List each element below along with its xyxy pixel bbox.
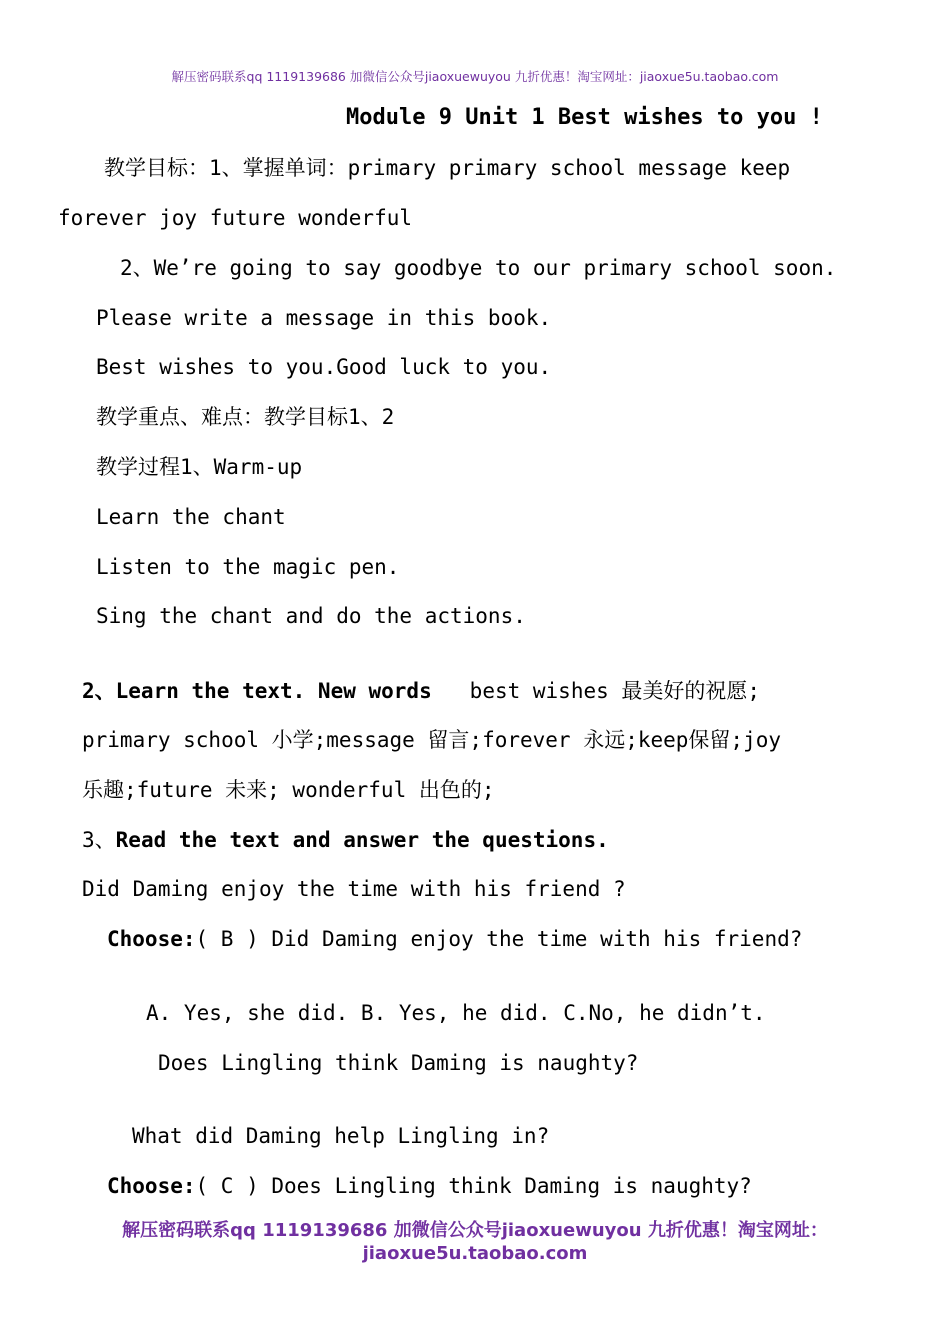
choose-1	[107, 925, 802, 953]
question-3: What did Daming help Lingling in?	[132, 1124, 550, 1148]
new-words-line-1	[82, 677, 760, 705]
choose-2-label: Choose:	[107, 1174, 196, 1198]
footer-banner-line-1: 解压密码联系qq 1119139686 加微信公众号jiaoxuewuyou 九折优惠！淘宝网址：	[122, 1220, 828, 1241]
key-points: 教学重点、难点：教学目标1、2	[96, 405, 395, 429]
choose-2	[107, 1172, 752, 1200]
choose-2-text: ( C ) Does Lingling think Daming is naughty?	[195, 1174, 752, 1198]
choose-1-text: ( B ) Did Daming enjoy the time with his friend?	[195, 927, 803, 951]
objectives-line-3: 2、We’re going to say goodbye to our primary school soon.	[120, 256, 837, 280]
page-title: Module 9 Unit 1 Best wishes to you !	[346, 105, 823, 130]
new-words-first: best wishes 最美好的祝愿;	[469, 679, 761, 703]
objectives-line-5: Best wishes to you.Good luck to you.	[96, 355, 552, 379]
process-step-1: Learn the chant	[96, 505, 286, 529]
choose-1-label: Choose:	[107, 927, 196, 951]
process-step-3: Sing the chant and do the actions.	[96, 604, 526, 628]
new-words-label: 2、Learn the text. New words	[82, 679, 432, 703]
process-step-2: Listen to the magic pen.	[96, 555, 400, 579]
question-2: Does Lingling think Daming is naughty?	[158, 1051, 639, 1075]
answer-options: A. Yes, she did. B. Yes, he did. C.No, he didn’t.	[146, 1001, 766, 1025]
new-words-line-2: primary school 小学;message 留言;forever 永远;keep保留;joy	[82, 728, 782, 752]
objectives-line-1: 教学目标：1、掌握单词：primary primary school message keep	[104, 156, 791, 180]
process-heading: 教学过程1、Warm-up	[96, 455, 303, 479]
new-words-line-3: 乐趣;future 未来; wonderful 出色的;	[82, 778, 495, 802]
reading-heading-prefix: 3、	[82, 828, 116, 852]
header-text: 解压密码联系qq 1119139686 加微信公众号jiaoxuewuyou 九折优惠！淘宝网址：jiaoxue5u.taobao.com	[171, 69, 779, 84]
objectives-line-2: forever joy future wonderful	[58, 206, 413, 230]
footer-banner-line-2: jiaoxue5u.taobao.com	[362, 1243, 588, 1264]
header-banner	[0, 68, 950, 86]
question-1: Did Daming enjoy the time with his friend ?	[82, 877, 626, 901]
reading-heading-text: Read the text and answer the questions.	[115, 828, 609, 852]
objectives-line-4: Please write a message in this book.	[96, 306, 552, 330]
reading-heading	[82, 826, 609, 854]
